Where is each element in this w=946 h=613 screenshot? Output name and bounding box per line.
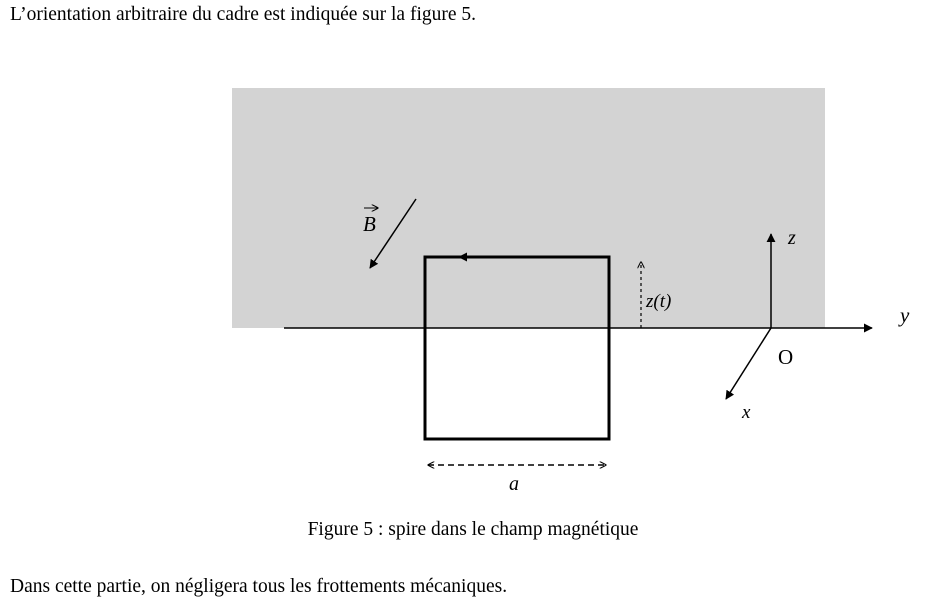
figure-caption: Figure 5 : spire dans le champ magnétique bbox=[307, 519, 639, 540]
z-axis-label: z bbox=[788, 227, 796, 249]
x-axis bbox=[726, 328, 771, 399]
followup-paragraph: Dans cette partie, on négligera tous les frottements mécaniques. bbox=[10, 576, 508, 597]
x-axis-label: x bbox=[742, 402, 751, 423]
height-label: z(t) bbox=[646, 291, 672, 312]
side-length-label: a bbox=[509, 473, 519, 495]
y-axis-label: y bbox=[900, 303, 910, 327]
intro-paragraph: L’orientation arbitraire du cadre est indiquée sur la figure 5. bbox=[10, 4, 477, 25]
origin-label: O bbox=[778, 345, 794, 369]
field-symbol-label: B bbox=[363, 212, 376, 236]
magnetic-field-region bbox=[232, 88, 825, 328]
